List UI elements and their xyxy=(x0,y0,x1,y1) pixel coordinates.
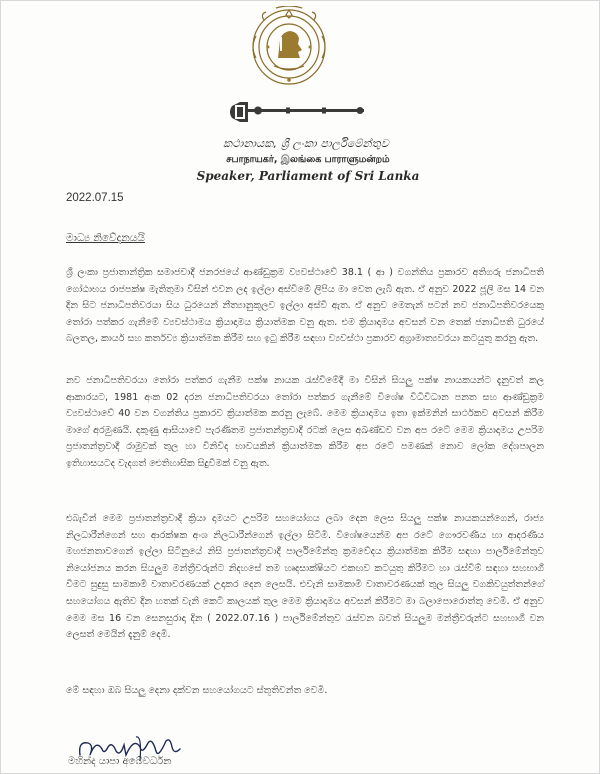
signatory-name: මහින්ද යාපා අබේවර්ධන xyxy=(68,756,172,767)
paragraph-4: මේ සඳහා ඔබ සියලු දෙනා දක්වන සහයෝගයට ස්තූතිවන්ත වෙමි. xyxy=(66,685,328,696)
letter-heading: මාධ්‍ය නිවේදනයයි xyxy=(66,232,145,244)
paragraph-3: එබැවින් මෙම ප්‍රජාතන්ත්‍රවාදී ක්‍රියා දාමයට උපරිම සහයෝගය ලබා දෙන ලෙස සියලු පක්ෂ නායකයන්ගෙන්, රාජ්‍ය නිලධාරීන්ගෙන් සහ ආරක්ෂක අංශ නිලධාරීන්ගෙන් ඉල්ලා සිටිමි. විශේෂයෙන්ම අප රටේ ගෞරවණීය හා ආදරණීය මහජනතාවගෙන් ඉල්ලා සිටිනුයේ නිසි ප්‍රජාතන්ත්‍රවාදී පාර්ලිමේන්තු ක්‍රමවේදය ක්‍රියාත්මක කිරීම සඳහා පාර්ලිමේන්තුව නියෝජනය කරන සියලුම මන්ත්‍රීවරුන්ට නිදහසේ තම හෘදසාක්ෂියට එකඟව කටයුතු කිරීමට හා රැස්වීම් සඳහා සහභාගී වීමට සුදුසු සාමකාමී වාතාවරණයක් උදාකර දෙන ලෙසයි. එවැනි සාමකාමී වාතාවරණයක් තුල සියලු වගකිවයුත්තන්ගේ සහයෝගය ඇතිව දින හතක් වැනි කෙටි කාලයක් තුල මෙම ක්‍රියාදාමය අවසන් කිරීමට මා බලාපොරොත්තු වෙමි. ඒ අනුව මෙම මස 16 වන සෙනසුරාදා දින ( 2022.07.16 ) පාර්ලිමේන්තුව රැස්වන බවත් සියලුම මන්ත්‍රීවරුන්ට සහභාගී වන ලෙසත් මෙයින් දැනුම් දෙමි. xyxy=(66,513,544,641)
paragraph-2: නව ජනාධිපතිවරයා තෝරා පත්කර ගැනීම පක්ෂ නායක රැස්වීමේදී මා විසින් සියලු පක්ෂ නායකයන්ට දැනුවත් කල ආකාරයට, 1981 අංක 02 දරන ජනාධිපතිවරයා තෝරා පත්කර ගැනීමේ විශේෂ විධිවිධාන පනත සහ ආණ්ඩුක්‍රම ව්‍යවස්ථාවේ 40 වන වගන්තිය ප්‍රකාරව ක්‍රියාත්මක කරනු ලැබේ. මෙම ක්‍රියාදාමය ඉතා ඉක්මනින් සාර්ථකව අවසන් කිරීම මාගේ අරමුණයි. දකුණු ආසියාවේ පැරණිතම ප්‍රජාතන්ත්‍රවාදී රටක් ලෙස අඛණ්ඩව වන අප රටේ මෙම ක්‍රියාදාමය උපරිම ප්‍රජාතන්ත්‍රවාදී රාමුවක් තුල හා විනිවිද භාවයකින් ක්‍රියාත්මක කිරීම අප රටේ පමණක් නොව ලෝක දේශපාලන ඉතිහාසයටද වැදගත් ඓතිහාසික සිදුවීමක් වනු ඇත. xyxy=(66,375,544,469)
sri-lanka-emblem-icon xyxy=(246,6,332,88)
letterhead-title-tamil: சபாநாயகர், இலங்கை பாராளுமன்றம் xyxy=(226,154,390,165)
speaker-mace-icon xyxy=(226,92,368,132)
letterhead-title-english: Speaker, Parliament of Sri Lanka xyxy=(196,169,420,183)
letterhead-title-sinhala: කථානායක, ශ්‍රී ලංකා පාර්ලිමේන්තුව xyxy=(223,137,389,150)
letter-date: 2022.07.15 xyxy=(66,192,124,204)
paragraph-1: ශ්‍රී ලංකා ප්‍රජාතාන්ත්‍රික සමාජවාදී ජනරජයේ ආණ්ඩුක්‍රම ව්‍යවස්ථාවේ 38.1 ( ආ ) වගන්තිය ප්‍රකාරව අතිගරු ජනාධිපති ගෝඨාභය රාජපක්ෂ මැතිතුමා විසින් එවන ලද ඉල්ලා අස්වීමේ ලිපිය මා වෙත ලැබී ඇත. ඒ අනුව 2022 ජූලි මස 14 වන දින සිට ජනාධිපතිවරයා සිය ධුරයෙන් නීත්‍යානුකූලව ඉල්ලා අස්වී ඇත. ඒ අනුව මෙතැන් පටන් නව ජනාධිපතිවරයෙකු තෝරා පත්කර ගැනීමේ ව්‍යවස්ථාමය ක්‍රියාදාමය ක්‍රියාත්මක වනු ඇත. එම ක්‍රියාදාමය අවසන් වන තෙක් ජනාධිපති ධුරයේ බලතල, කාර්ය සහ කර්තව්‍ය ක්‍රියාත්මක කිරීම සහ ඉටු කිරීම සඳහා ව්‍යවස්ථා ප්‍රකාරව අග්‍රාමාත්‍යවරයා කටයුතු කරනු ඇත. xyxy=(66,267,544,345)
